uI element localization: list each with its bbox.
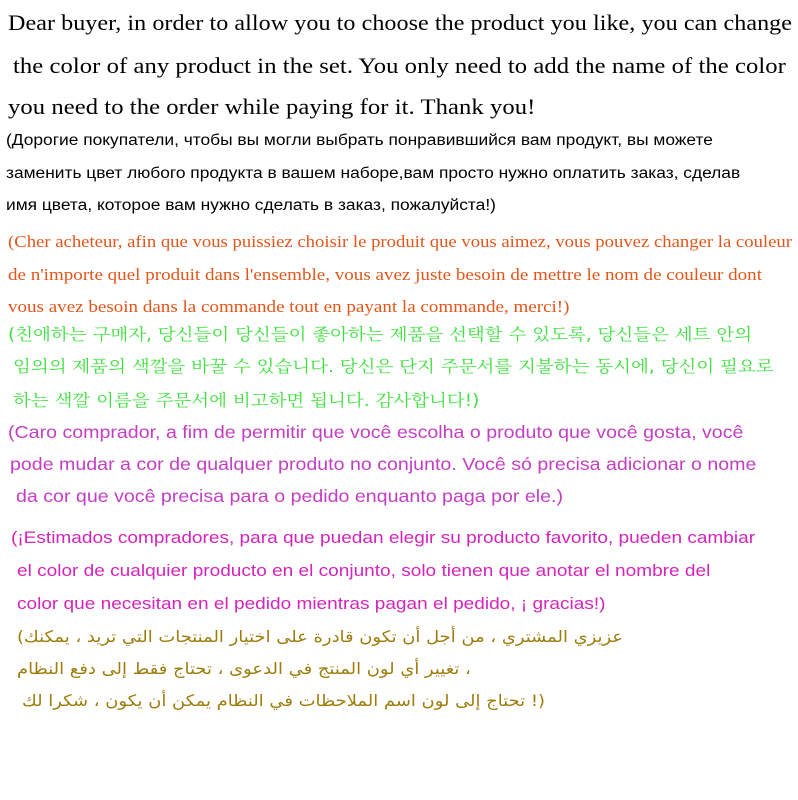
english-line-1: Dear buyer, in order to allow you to choose the product you like, you can change xyxy=(8,10,793,35)
russian-line-2: заменить цвет любого продукта в вашем наборе,вам просто нужно оплатить заказ, сделав xyxy=(6,165,741,182)
korean-line-3: 하는 색깔 이름을 주문서에 비고하면 됩니다. 감사합니다!) xyxy=(13,391,480,410)
russian-line-1: (Дорогие покупатели, чтобы вы могли выбрать понравившийся вам продукт, вы можете xyxy=(6,132,713,149)
arabic-line-1: (عزيزي المشتري ، من أجل أن تكون قادرة على اختيار المنتجات التي تريد ، يمكنك xyxy=(17,627,624,646)
spanish-line-1: (¡Estimados compradores, para que puedan elegir su producto favorito, pueden cambiar xyxy=(11,528,756,547)
arabic-line-2: تغيير أي لون المنتج في الدعوى ، تحتاج فقط إلى دفع النظام ، xyxy=(17,659,471,678)
french-line-3: vous avez besoin dans la commande tout en payant la commande, merci!) xyxy=(8,297,570,316)
korean-line-2: 임의의 제품의 색깔을 바꿀 수 있습니다. 당신은 단지 주문서를 지불하는 동시에, 당신이 필요로 xyxy=(13,357,774,376)
spanish-line-3: color que necesitan en el pedido mientras pagan el pedido, ¡ gracias!) xyxy=(17,594,606,613)
russian-line-3: имя цвета, которое вам нужно сделать в заказ, пожалуйста!) xyxy=(6,197,496,214)
english-line-3: you need to the order while paying for it. Thank you! xyxy=(8,94,536,119)
spanish-line-2: el color de cualquier producto en el conjunto, solo tienen que anotar el nombre del xyxy=(17,561,711,580)
portuguese-line-3: da cor que você precisa para o pedido enquanto paga por ele.) xyxy=(16,486,564,506)
portuguese-line-2: pode mudar a cor de qualquer produto no conjunto. Você só precisa adicionar o nome xyxy=(10,454,757,474)
english-line-2: the color of any product in the set. You only need to add the name of the color xyxy=(13,53,786,78)
french-line-1: (Cher acheteur, afin que vous puissiez choisir le produit que vous aimez, vous pouvez changer la couleur xyxy=(8,232,792,251)
korean-line-1: (친애하는 구매자, 당신들이 당신들이 좋아하는 제품을 선택할 수 있도록, 당신들은 세트 안의 xyxy=(8,325,753,344)
portuguese-line-1: (Caro comprador, a fim de permitir que você escolha o produto que você gosta, você xyxy=(8,422,744,442)
arabic-line-3: تحتاج إلى لون اسم الملاحظات في النظام يمكن أن يكون ، شكرا لك !) xyxy=(22,691,546,710)
french-line-2: de n'importe quel produit dans l'ensemble, vous avez juste besoin de mettre le nom de couleur dont xyxy=(8,265,762,284)
